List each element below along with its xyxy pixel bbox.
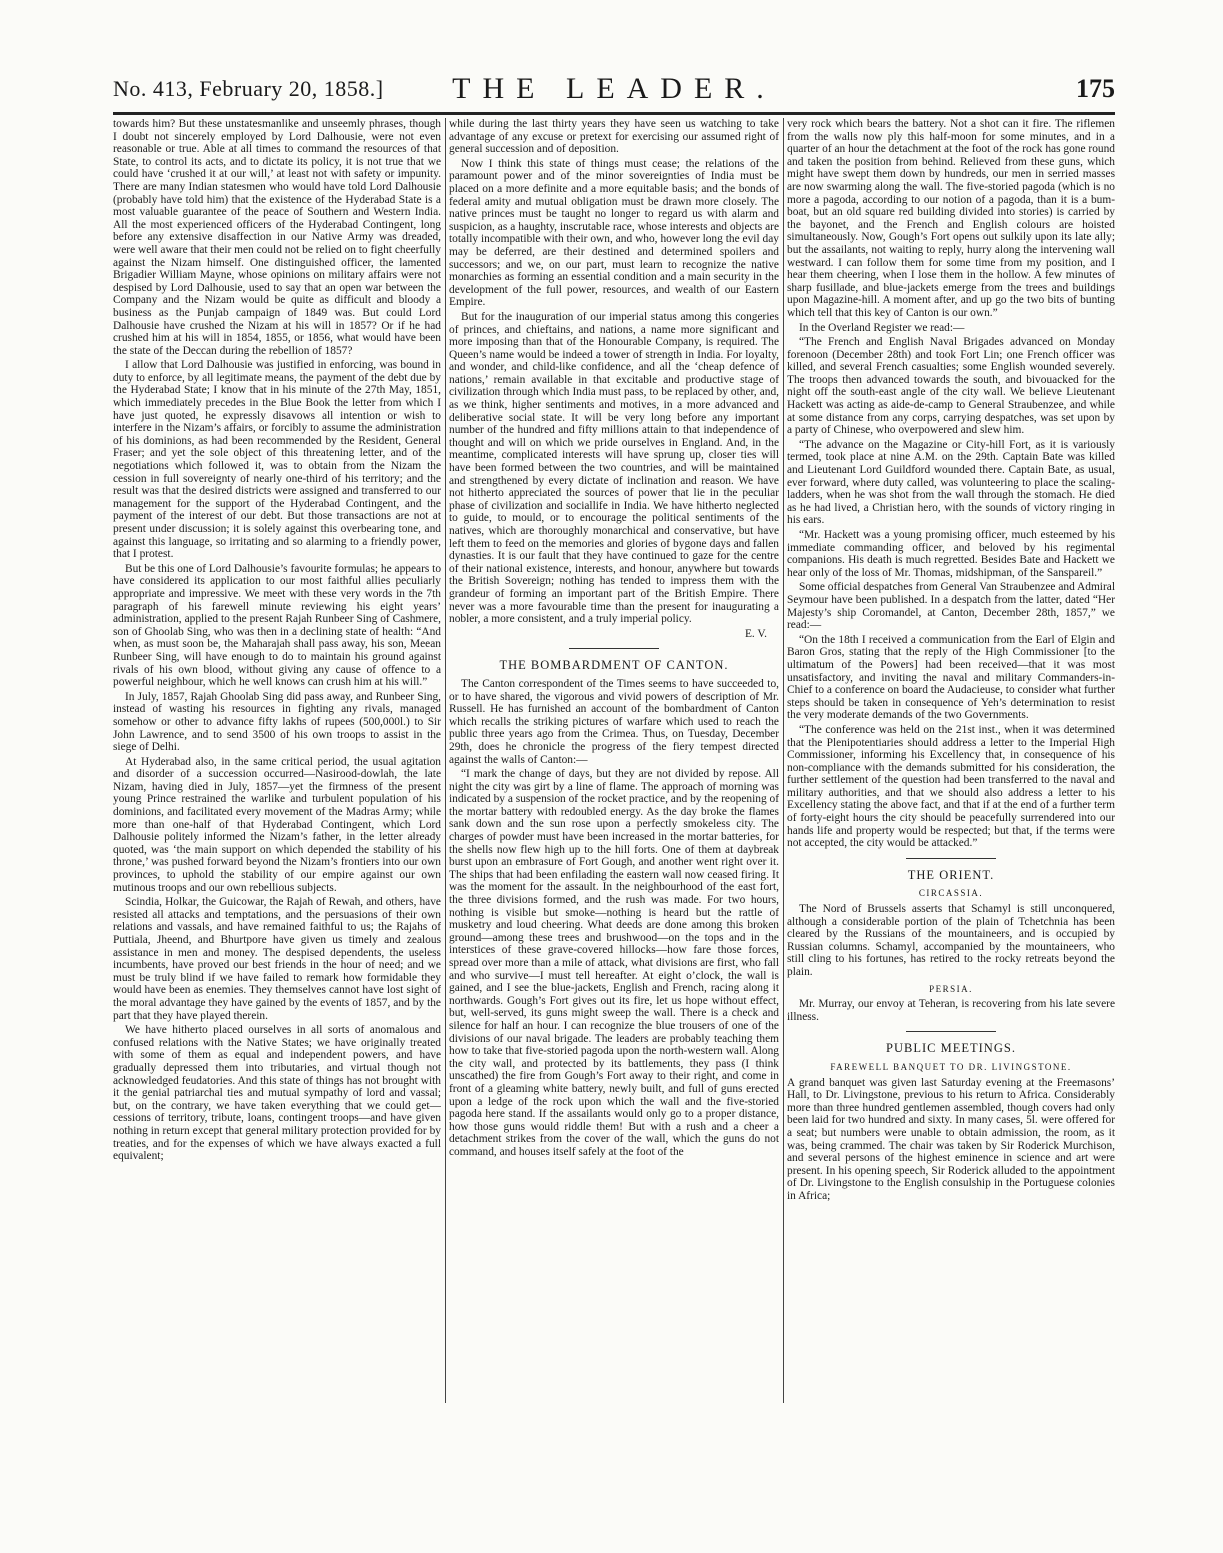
paragraph: But for the inauguration of our imperial status among this congeries of princes, and chieftains, and nations, a name more significant and more imposing than that of the Honourable Company, is required. The Queen’s name would be indeed a tower of strength in India. For loyalty, and wonder, and child-like confidence, and all the ‘cheap defence of nations,’ remain available in that excitable and productive stage of civilization through which India must pass, to be replaced by other, and, as we think, higher sentiments and motives, in a more advanced and deliberative social state. It will be very long before any important number of the hundred and fifty millions attain to that independence of thought and will on which we pride ourselves in England. And, in the meantime, complicated interests will have sprung up, closer ties will have been formed between the two countries, and will be maintained and strengthened by every dictate of inclination and reason. We have not hitherto appreciated the sources of power that lie in the peculiar phase of civilization and sociallife in India. We have hitherto neglected to guide, to mould, or to encourage the political sentiments of the natives, which are thoroughly monarchical and conservative, but have left them to feed on the memories and glories of bygone days and fallen dynasties. It is our fault that they have continued to gaze for the centre of their national existence, interests, and honour, anywhere but towards the British Sovereign; nothing has tended to impress them with the grandeur of forming an important part of the British Empire. There never was a more favourable time than the present for inaugurating a nobler, a more consistent, and a truly imperial policy. bbox=[449, 310, 779, 626]
masthead bbox=[113, 70, 1115, 110]
paragraph: towards him? But these unstatesmanlike and unseemly phrases, though I doubt not sincerely employed by Lord Dalhousie, were not even reasonable or true. Able at all times to command the resources of that State, to control its acts, and to dictate its policy, it is not true that we could have ‘crushed it at our will,’ at least not with safety or impunity. There are many Indian statesmen who would have told Lord Dalhousie (probably have told him) that the existence of the Hyderabad State is a most valuable guarantee of the peace of Southern and Western India. All the most experienced officers of the Hyderabad Contingent, long before any extensive disaffection in our Native Army was dreaded, were well aware that their men could not be relied on to fight cheerfully against the Nizam himself. One distinguished officer, the lamented Brigadier William Mayne, whose opinions on military affairs were not despised by Lord Dalhousie, used to say that an open war between the Company and the Nizam would be quite as difficult and bloody a business as the Punjab campaign of 1849 was. But could Lord Dalhousie have crushed the Nizam at his will in 1857? Or if he had crushed him at his will in 1854, 1855, or 1856, what would have been the state of the Deccan during the rebellion of 1857? bbox=[113, 118, 441, 357]
subhead-circassia: CIRCASSIA. bbox=[918, 888, 984, 899]
quote-paragraph: “The conference was held on the 21st inst., when it was determined that the Plenipotentiaries should address a letter to the Imperial High Commissioner, informing his Excellency that, in consequence of his non-compliance with the demands submitted for his consideration, the further settlement of the question had been transferred to the naval and military authorities, and that we should also address a letter to his Excellency stating the above fact, and that if at the end of a further term of forty-eight hours the city should be peacefully surrendered into our hands life and property would be respected; but that, if the terms were not accepted, the city would be attacked.” bbox=[787, 723, 1115, 850]
paragraph: The Nord of Brussels asserts that Schamyl is still unconquered, although a considerable portion of the plain of Tchetchnia has been cleared by the Russians of the mountaineers, and is occupied by Russian columns. Schamyl, accompanied by the mountaineers, who still cling to his fortunes, has retired to the rocky retreats beyond the plain. bbox=[787, 903, 1115, 978]
quote-paragraph: “I mark the change of days, but they are not divided by repose. All night the city was girt by a line of flame. The approach of morning was indicated by a suspension of the rocket practice, and by the reopening of the mortar battery with redoubled energy. As the day broke the flames sank down and the sun rose upon a perfectly smokeless city. The charges of powder must have been increased in the mortar batteries, for the shells now flew high up to the hill forts. One of them at daybreak burst upon an embrasure of Fort Gough, and another went right over it. The ships that had been enfilading the eastern wall now ceased firing. It was the moment for the assault. In the neighbourhood of the east fort, the three divisions formed, and the rush was made. For two hours, nothing is visible but smoke—nothing is heard but the rattle of musketry and loud cheering. What deeds are done among this broken ground—among these trees and brushwood—on the tops and in the interstices of these grave-covered hillocks—how fare those forces, spread over more than a mile of attack, what divisions are first, who fall and who survive—I must tell hereafter. At eight o’clock, the wall is gained, and I see the blue-jackets, English and French, racing along it northwards. Gough’s Fort gives out its fire, let us hope without effect, but, well-served, its guns might sweep the wall. There is a check and silence for half an hour. I can recognize the blue trousers of one of the divisions of our naval brigade. The leaders are probably teaching them how to take that five-storied pagoda upon the north-western wall. Along the city wall, and protected by its battlements, they pass (I think unscathed) the fire from Gough’s Fort away to their right, and come in front of a gleaming white battery, newly built, and full of guns erected upon a ledge of the rock upon which the wall and the five-storied pagoda here stand. If the assailants would only go to a proper distance, how those guns would riddle them! But with a rush and a cheer a detachment strikes from the cover of the wall, which the guns do not command, and houses itself safely at the foot of the bbox=[449, 768, 779, 1158]
column-1 bbox=[113, 118, 441, 1403]
paragraph: At Hyderabad also, in the same critical period, the usual agitation and disorder of a succession occurred—Nasirood-dowlah, the late Nizam, having died in July, 1857—yet the firmness of the present young Prince restrained the warlike and turbulent population of his dominions, and facilitated every movement of the Madras Army; while more than one-half of that Hyderabad Contingent, which Lord Dalhousie politely informed the Nizam’s father, in the letter already quoted, was ‘the main support on which depended the stability of his throne,’ was pushed forward beyond the Nizam’s frontiers into our own provinces, to uphold the stability of our empire against our own mutinous troops and our own rebellious subjects. bbox=[113, 755, 441, 894]
quote-paragraph: “The advance on the Magazine or City-hill Fort, as it is variously termed, took place at nine A.M. on the 29th. Captain Bate was killed and Lieutenant Lord Guildford wounded there. Captain Bate, as usual, ever forward, where duty called, was volunteering to place the scaling-ladders, when he was shot from the wall through the stomach. He died as he had lived, a Christian hero, with the sounds of victory ringing in his ears. bbox=[787, 438, 1115, 527]
paragraph: The Canton correspondent of the Times seems to have succeeded to, or to have shared, the vigorous and vivid powers of description of Mr. Russell. He has furnished an account of the bombardment of Canton which recalls the striking pictures of warfare which used to reach the public three years ago from the Crimea. Thus, on Tuesday, December 29th, does he chronicle the progress of the fiery tempest directed against the walls of Canton:— bbox=[449, 677, 779, 766]
section-rule bbox=[906, 1031, 996, 1032]
paragraph: A grand banquet was given last Saturday evening at the Freemasons’ Hall, to Dr. Livingstone, previous to his return to Africa. Considerably more than three hundred gentlemen assembled, though covers had only been laid for two hundred and sixty. In many cases, 5l. were offered for a seat; but numbers were unable to obtain admission, the room, as it was, being crammed. The chair was taken by Sir Roderick Murchison, and several persons of the highest eminence in science and art were present. In his opening speech, Sir Roderick alluded to the appointment of Dr. Livingstone to the English consulship in the Portuguese colonies in Africa; bbox=[787, 1076, 1115, 1202]
column-divider bbox=[783, 118, 784, 1403]
column-divider bbox=[445, 118, 446, 1403]
section-title-orient: THE ORIENT. bbox=[907, 867, 995, 882]
paragraph: very rock which bears the battery. Not a shot can it fire. The riflemen from the walls now ply this half-moon for some minutes, and in a quarter of an hour the detachment at the foot of the rock has gone round and taken the position from behind. Relieved from these guns, which might have swept them down by hundreds, our men in serried masses are now swarming along the wall. The five-storied pagoda (which is no more a pagoda, according to our notion of a pagoda, than it is a bum-boat, but an old square red building divided into stories) is carried by the bayonet, and the French and English colours are hoisted simultaneously. Now, Gough’s Fort opens out sulkily upon its late ally; but the assailants, not waiting to reply, hurry along the intervening wall westward. I can follow them for some time from my position, and I hear them cheering, when I lose them in the hollow. A few minutes of sharp fusillade, and blue-jackets emerge from the trees and buildings upon Magazine-hill. A moment after, and up go the two bits of bunting which tell that this key of Canton is our own.” bbox=[787, 118, 1115, 319]
section-rule bbox=[906, 858, 996, 859]
paragraph: while during the last thirty years they have seen us watching to take advantage of any excuse or pretext for exercising our assumed right of general succession and of deposition. bbox=[449, 118, 779, 156]
paragraph: In the Overland Register we read:— bbox=[799, 321, 965, 334]
section-title-bombardment: THE BOMBARDMENT OF CANTON. bbox=[499, 658, 729, 673]
paragraph: In July, 1857, Rajah Ghoolab Sing did pass away, and Runbeer Sing, instead of wasting his resources in fighting any rivals, managed somehow or other to advance fifty lakhs of rupees (500,000l.) to Sir John Lawrence, and to send 3500 of his own troops to assist in the siege of Delhi. bbox=[113, 690, 441, 754]
section-title-meetings: PUBLIC MEETINGS. bbox=[886, 1041, 1016, 1056]
quote-paragraph: “The French and English Naval Brigades advanced on Monday forenoon (December 28th) and took Fort Lin; one French officer was killed, and several French casualties; some English wounded severely. The troops then advanced towards the south, and bivouacked for the night off the south-east angle of the city wall. We believe Lieutenant Hackett was acting as aide-de-camp to General Straubenzee, and while at some distance from any corps, carrying despatches, was set upon by a party of Chinese, who overpowered and slew him. bbox=[787, 336, 1115, 437]
paragraph: Mr. Murray, our envoy at Teheran, is recovering from his late severe illness. bbox=[787, 998, 1115, 1023]
quote-paragraph: “On the 18th I received a communication from the Earl of Elgin and Baron Gros, stating that the reply of the High Commissioner [to the ultimatum of the Powers] had been received—that it was most unsatisfactory, and inviting the naval and military Commanders-in-Chief to a conference on board the Audacieuse, to consider what further steps should be taken in consequence of Yeh’s determination to resist the very moderate demands of the two Governments. bbox=[787, 633, 1115, 722]
paragraph: But be this one of Lord Dalhousie’s favourite formulas; he appears to have considered its application to our most faithful allies peculiarly appropriate and impressive. We meet with these very words in the 7th paragraph of his farewell minute reviewing his eight years’ administration, applied to the present Rajah Runbeer Sing of Cashmere, son of Ghoolab Sing, who was then in a declining state of health: “And when, as must soon be, the Maharajah shall pass away, his son, Meean Runbeer Sing, will have enough to do to maintain his ground against rivals of his own blood, without giving any cause of offence to a powerful neighbour, which he well knows can crush him at his will.” bbox=[113, 562, 441, 689]
signature: E. V. bbox=[744, 627, 767, 640]
header-rule bbox=[113, 112, 1115, 115]
paragraph: Scindia, Holkar, the Guicowar, the Rajah of Rewah, and others, have resisted all attacks and temptations, and the persuasions of their own relations and vassals, and have remained faithful to us; the Rajahs of Puttiala, Jheend, and Bhurtpore have given us timely and zealous assistance in men and money. The despised dependents, the useless incumbents, have proved our best friends in the hour of need; and we must be truly blind if we have failed to remark how formidable they would have been as enemies. They themselves cannot have lost sight of the moral advantage they have gained by the events of 1857, and by the part that they have played therein. bbox=[113, 896, 441, 1022]
subhead-farewell-banquet: FAREWELL BANQUET TO DR. LIVINGSTONE. bbox=[830, 1061, 1072, 1072]
subhead-persia: PERSIA. bbox=[929, 983, 973, 994]
section-rule bbox=[569, 648, 659, 649]
paragraph: Some official despatches from General Van Straubenzee and Admiral Seymour have been published. In a despatch from the latter, dated “Her Majesty’s ship Coromandel, at Canton, December 28th, 1857,” we read:— bbox=[787, 581, 1115, 632]
newspaper-title: THE LEADER. bbox=[452, 72, 776, 105]
issue-date: No. 413, February 20, 1858.] bbox=[113, 76, 384, 101]
page-number: 175 bbox=[1076, 74, 1115, 103]
column-2 bbox=[449, 118, 779, 1403]
column-3 bbox=[787, 118, 1115, 1403]
paragraph: Now I think this state of things must cease; the relations of the paramount power and of the minor sovereignties of India must be placed on a more definite and a more equitable basis; and the bonds of federal amity and mutual obligation must be drawn more closely. The native princes must be taught no longer to regard us with alarm and suspicion, as a haughty, inscrutable race, whose interests and objects are totally incompatible with their own, and who, however long the evil day may be deferred, are their destined and determined spoilers and successors; and we, on our part, must learn to recognize the native monarchies as forming an essential condition and a main security in the development of the full power, resources, and wealth of our Eastern Empire. bbox=[449, 157, 779, 309]
paragraph: I allow that Lord Dalhousie was justified in enforcing, was bound in duty to enforce, by all legitimate means, the payment of the debt due by the Hyderabad State; I know that in his minute of the 27th May, 1851, which immediately precedes in the Blue Book the letter from which I have just quoted, he expressly disavows all intention or wish to interfere in the Nizam’s affairs, or forcibly to assume the administration of his dominions, as had been recommended by the Resident, General Fraser; and yet the sole object of this threatening letter, and of the negotiations which followed it, was to obtain from the Nizam the cession in full sovereignty of nearly one-third of his territory; and the result was that the desired districts were assigned and transferred to our management for the support of the Hyderabad Contingent, and the payment of the interest of our debt. But those transactions are not at present under discussion; it is solely against this overbearing tone, and against this language, so irritating and so alarming to a friendly power, that I protest. bbox=[113, 359, 441, 561]
paragraph: We have hitherto placed ourselves in all sorts of anomalous and confused relations with the Native States; we have originally treated with some of them as equal and independent powers, and have gradually depressed them into tributaries, and virtual though not acknowledged feudatories. And this state of things has not brought with it the genial patriarchal ties and mutual sympathy of lord and vassal; but, on the contrary, we have taken everything that we could get—cessions of territory, tribute, loans, contingent troops—and have given nothing in return except that general military protection provided for by treaties, and for the expenses of which we have always exacted a full equivalent; bbox=[113, 1024, 441, 1163]
quote-paragraph: “Mr. Hackett was a young promising officer, much esteemed by his immediate commanding officer, and beloved by his regimental companions. His death is much regretted. Besides Bate and Hackett we hear only of the loss of Mr. Thomas, midshipman, of the Sanspareil.” bbox=[787, 529, 1115, 579]
